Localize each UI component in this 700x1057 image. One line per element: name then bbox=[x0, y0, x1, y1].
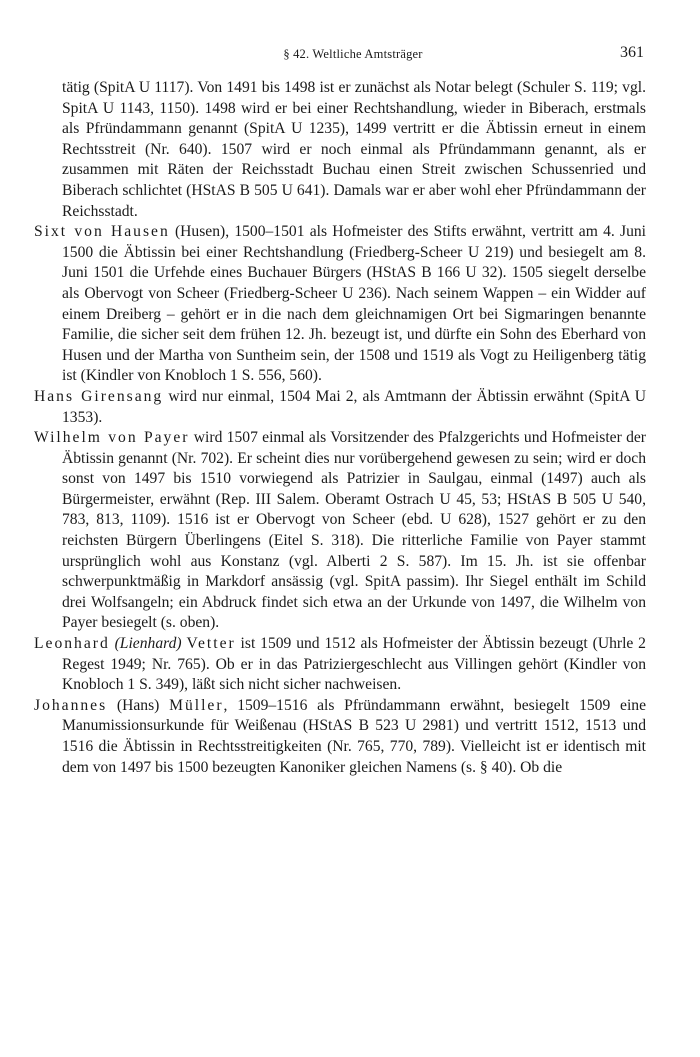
entry-leonhard-vetter bbox=[34, 634, 646, 696]
entry-text: , 1509–1516 als Pfründammann erwähnt, besiegelt 1509 eine Manumissionsurkunde für Weißenau (HStAS B 523 U 2981) und vertritt 1512, 1513 und 1516 die Äbtissin in Rechtsstreitigkeiten (Nr. 765, 770, 789). Vielleicht ist er identisch mit dem von 1497 bis 1500 bezeugten Kanoniker gleichen Namens (s. § 40). Ob die bbox=[62, 696, 646, 776]
running-head bbox=[62, 44, 644, 68]
page-number: 361 bbox=[620, 44, 644, 61]
entry-hans-girensang bbox=[34, 387, 646, 428]
entry-text: (Husen), 1500–1501 als Hofmeister des Stifts erwähnt, vertritt am 4. Juni 1500 die Äbtissin bei einer Rechtshandlung (Friedberg-Scheer U 219) und besiegelt am 8. Juni 1501 die Urfehde eines Buchauer Bürgers (HStAS B 166 U 32). 1505 siegelt derselbe als Obervogt von Scheer (Friedberg-Scheer U 236). Nach seinem Wappen – ein Widder auf einem Dreiberg – gehört er in die nach dem gleichnamigen Ort bei Sigmaringen benannte Familie, die sicher seit dem frühen 12. Jh. bezeugt ist, und dürfte ein Sohn des Eberhard von Husen und der Martha von Suntheim sein, der 1508 und 1519 als Vogt zu Heiligenberg tätig ist (Kindler von Knobloch 1 S. 556, 560). bbox=[62, 223, 647, 385]
entry-text: wird nur einmal, 1504 Mai 2, als Amtmann der Äbtissin erwähnt (SpitA U 1353). bbox=[62, 387, 646, 426]
entry-person-name: Wilhelm von Payer bbox=[34, 429, 190, 447]
entry-person-surname: Vetter bbox=[186, 635, 236, 653]
entry-sixt-von-hausen bbox=[34, 222, 646, 387]
entry-person-surname: Müller bbox=[169, 696, 224, 714]
entry-continuation bbox=[34, 78, 646, 222]
entry-name-variant: (Lienhard) bbox=[114, 635, 182, 653]
entry-text: wird 1507 einmal als Vorsitzender des Pfalzgerichts und Hofmeister der Äbtissin genannt (Nr. 702). Er scheint dies nur vorübergehend gewesen zu sein; wird er doch sonst von 1497 bis 1510 vorwiegend als Patrizier in Saulgau, einmal (1497) auch als Bürgermeister, erwähnt (Rep. III Salem. Oberamt Ostrach U 45, 53; HStAS B 505 U 540, 783, 813, 1109). 1516 ist er Obervogt von Scheer (ebd. U 628), 1527 gehört er zu den reichsten Bürgern Überlingens (Eitel S. 318). Die ritterliche Familie von Payer stammt ursprünglich wohl aus Konstanz (vgl. Alberti 2 S. 587). Im 15. Jh. ist sie offenbar schwerpunktmäßig in Markdorf ansässig (vgl. SpitA passim). Ihr Siegel enthält im Schild drei Wolfsangeln; ein Abdruck findet sich etwa an der Urkunde von 1497, die Wilhelm von Payer besiegelt (s. oben). bbox=[62, 429, 646, 632]
entry-person-name: Sixt von Hausen bbox=[34, 223, 170, 241]
entry-person-name: Johannes bbox=[34, 696, 108, 714]
entry-text: tätig (SpitA U 1117). Von 1491 bis 1498 ist er zunächst als Notar belegt (Schuler S. 119; vgl. SpitA U 1143, 1150). 1498 wird er bei einer Rechtshandlung, wieder in Biberach, erstmals als Pfründammann genannt (SpitA U 1235), 1499 vertritt er die Äbtissin erneut in einem Rechtsstreit (Nr. 640). 1507 wird er noch einmal als Pfründammann genannt, als er zusammen mit Räten der Reichsstadt Buchau einen Streit zwischen Schussenried und Biberach schlichtet (HStAS B 505 U 641). Damals war er aber wohl eher Pfründammann der Reichsstadt. bbox=[62, 79, 646, 220]
running-title: § 42. Weltliche Amtsträger bbox=[283, 47, 423, 61]
entry-name-variant: (Hans) bbox=[107, 696, 170, 714]
entry-person-name: Leonhard bbox=[34, 635, 110, 653]
entry-text: ist 1509 und 1512 als Hofmeister der Äbtissin bezeugt (Uhrle 2 Regest 1949; Nr. 765). Ob er in das Patriziergeschlecht aus Villingen gehört (Kindler von Knobloch 1 S. 349), läßt sich nicht sicher nachweisen. bbox=[62, 635, 646, 694]
entry-johannes-mueller bbox=[34, 696, 646, 778]
entry-wilhelm-von-payer bbox=[34, 428, 646, 634]
body-text bbox=[34, 78, 646, 778]
entry-person-name: Hans Girensang bbox=[34, 387, 164, 405]
